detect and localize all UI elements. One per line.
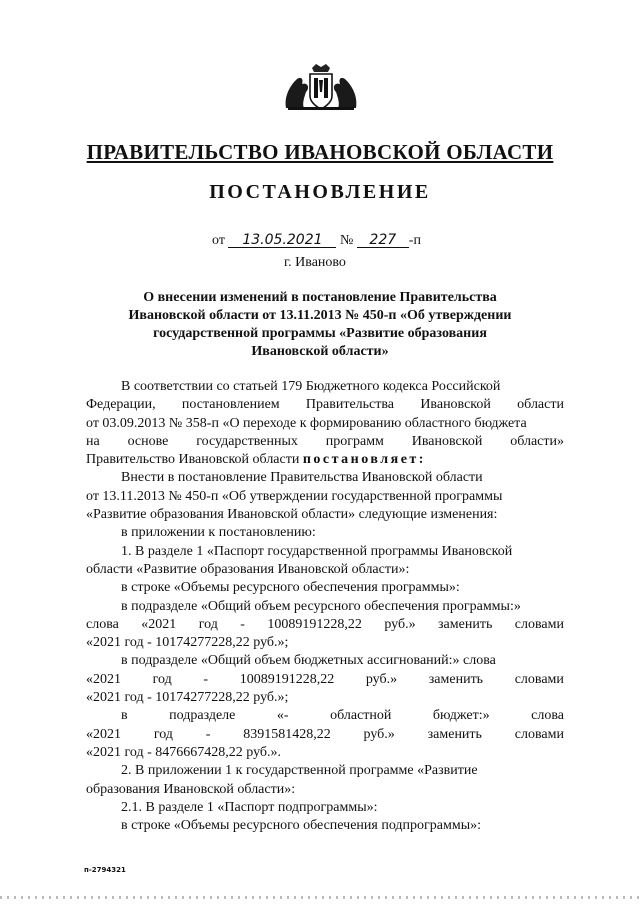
- body-line: от 03.09.2013 № 358-п «О переходе к формированию областного бюджета: [86, 415, 527, 431]
- word: год: [152, 671, 172, 687]
- body-line: в строке «Объемы ресурсного обеспечения программы»:: [121, 580, 460, 596]
- word: словами: [514, 671, 564, 687]
- body-line: [86, 616, 564, 634]
- body-line: [86, 378, 564, 396]
- date-number-line: [212, 233, 421, 249]
- word: Ивановской: [411, 433, 483, 449]
- handwritten-date: 13.05.2021: [228, 233, 336, 248]
- word: заменить: [427, 726, 482, 742]
- body-line: 1. В разделе 1 «Паспорт государственной программы Ивановской: [121, 543, 513, 559]
- body-line: в подразделе «Общий объем бюджетных ассигнований:» слова: [121, 653, 496, 669]
- word: Федерации,: [86, 397, 156, 413]
- word: руб.»: [365, 671, 398, 687]
- subject-line: Ивановской области»: [251, 344, 389, 359]
- word: 10089191228,22: [239, 671, 335, 687]
- word: -: [240, 616, 245, 632]
- word: руб.»: [363, 726, 395, 742]
- body-text: Правительство Ивановской области: [86, 452, 300, 468]
- body-line: [86, 433, 564, 451]
- body-line: образования Ивановской области»:: [86, 781, 296, 797]
- city: г. Иваново: [284, 255, 346, 270]
- word: словами: [514, 616, 564, 632]
- word: постановлением: [181, 397, 280, 413]
- word: областной: [330, 708, 392, 724]
- word: -: [205, 726, 211, 742]
- number-sign: №: [339, 233, 354, 248]
- word: 8391581428,22: [243, 726, 331, 742]
- body-line: от 13.11.2013 № 450-п «Об утверждении государственной программы: [86, 488, 503, 504]
- government-title: ПРАВИТЕЛЬСТВО ИВАНОВСКОЙ ОБЛАСТИ: [86, 140, 554, 164]
- body-line: [86, 671, 564, 689]
- word: в: [121, 708, 128, 724]
- handwritten-number: 227: [357, 233, 409, 248]
- word: Правительства: [305, 397, 395, 413]
- document-code: п-2794321: [84, 866, 126, 874]
- word: год: [198, 616, 218, 632]
- word: подразделе: [169, 708, 236, 724]
- word: «-: [276, 708, 289, 724]
- body-line: Внести в постановление Правительства Ивановской области: [121, 470, 483, 486]
- body-line: «2021 год - 10174277228,22 руб.»;: [86, 635, 289, 651]
- resolves-word: постановляет:: [302, 452, 426, 468]
- body-line: [86, 726, 564, 744]
- document-body: [86, 378, 564, 835]
- word: основе: [127, 433, 169, 449]
- body-line: [86, 396, 564, 414]
- word: бюджет:»: [432, 708, 490, 724]
- word: Ивановской: [420, 397, 491, 413]
- body-line: [86, 451, 564, 469]
- body-line: «2021 год - 10174277228,22 руб.»;: [86, 690, 289, 706]
- document-subject: [80, 289, 560, 361]
- word: области»: [510, 433, 564, 449]
- number-suffix: -п: [408, 233, 421, 248]
- body-line: «Развитие образования Ивановской области» следующие изменения:: [86, 507, 498, 523]
- body-line: области «Развитие образования Ивановской области»:: [86, 561, 410, 577]
- word: государственных: [196, 433, 298, 449]
- word: словами: [514, 726, 564, 742]
- scan-artifact: [0, 896, 640, 899]
- word: «2021: [141, 616, 177, 632]
- body-line: «2021 год - 8476667428,22 руб.».: [86, 744, 282, 760]
- body-text: В соответствии со статьей 179 Бюджетного кодекса Российской: [121, 379, 501, 394]
- body-line: в подразделе «Общий объем ресурсного обеспечения программы:»: [121, 598, 521, 614]
- body-line: в строке «Объемы ресурсного обеспечения подпрограммы»:: [121, 818, 482, 834]
- subject-line: государственной программы «Развитие образования: [153, 326, 487, 341]
- word: области: [517, 397, 564, 413]
- subject-line: Ивановской области от 13.11.2013 № 450-п «Об утверждении: [128, 308, 512, 323]
- body-line: [86, 707, 564, 725]
- body-line: 2. В приложении 1 к государственной программе «Развитие: [121, 763, 478, 779]
- word: заменить: [438, 616, 493, 632]
- word: на: [86, 433, 100, 449]
- subject-line: О внесении изменений в постановление Правительства: [143, 290, 497, 305]
- date-prefix: от: [212, 233, 225, 248]
- word: -: [203, 671, 209, 687]
- word: «2021: [86, 671, 121, 687]
- word: «2021: [86, 726, 121, 742]
- body-line: в приложении к постановлению:: [121, 525, 316, 541]
- body-line: 2.1. В разделе 1 «Паспорт подпрограммы»:: [121, 799, 378, 815]
- word: слова: [531, 708, 564, 724]
- word: год: [153, 726, 173, 742]
- document-kind: ПОСТАНОВЛЕНИЕ: [209, 181, 431, 203]
- coat-of-arms-icon: [282, 62, 360, 112]
- word: программ: [325, 433, 384, 449]
- word: руб.»: [384, 616, 416, 632]
- word: слова: [86, 616, 119, 632]
- word: 10089191228,22: [267, 616, 362, 632]
- word: заменить: [428, 671, 484, 687]
